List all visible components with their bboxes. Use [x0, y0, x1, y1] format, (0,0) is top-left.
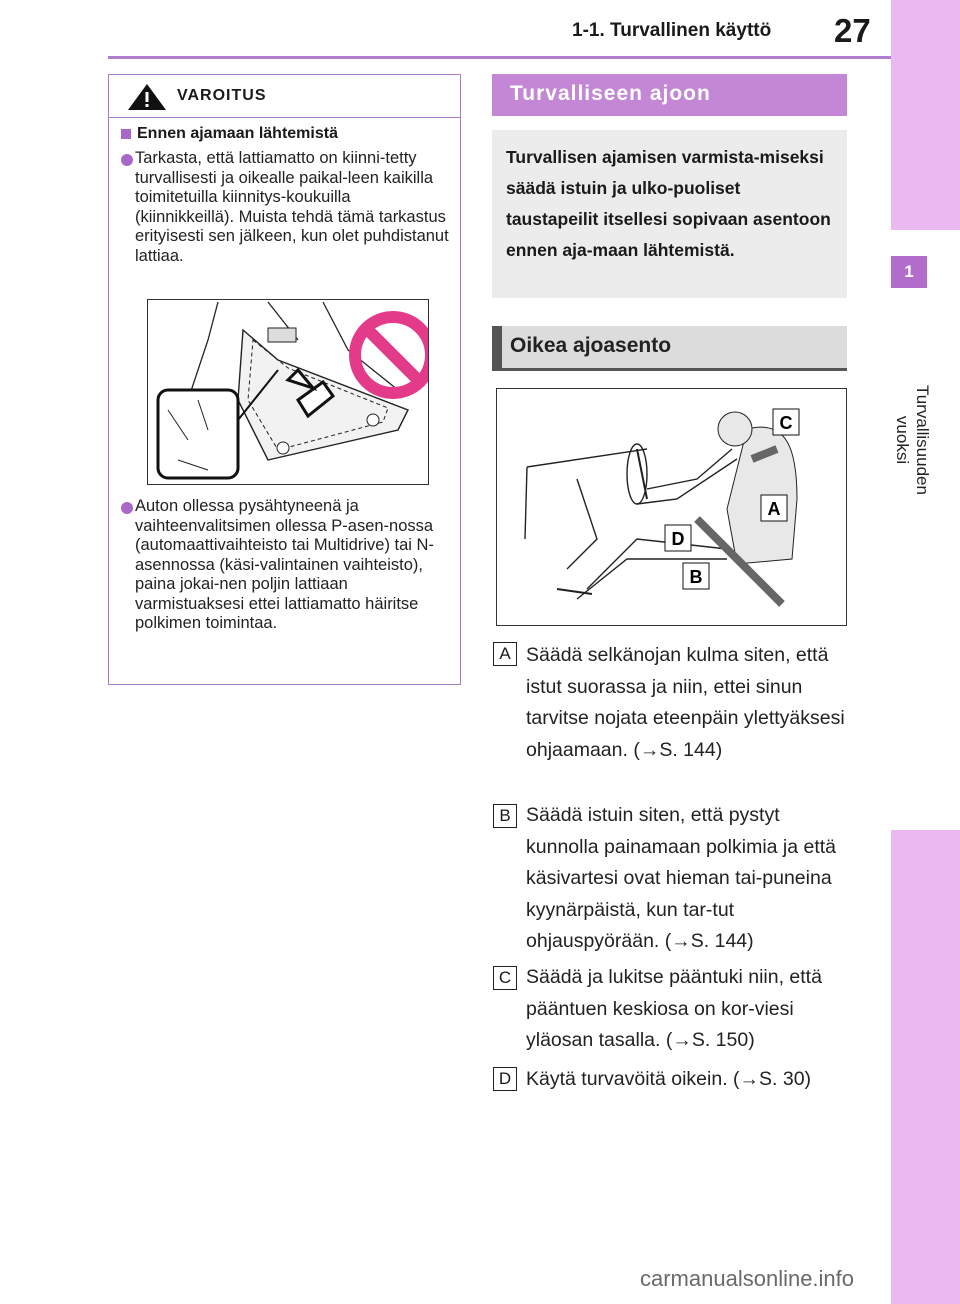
step-text-b: Säädä istuin siten, että pystyt kunnolla painamaan polkimia ja että käsivartesi ovat hieman tai-puneina kyynärpäistä, kun tar-tut ohjauspyörään. (→S. 144) [526, 804, 837, 952]
warning-subheading: Ennen ajamaan lähtemistä [121, 125, 338, 143]
chapter-label: Turvallisuuden vuoksi [893, 385, 932, 495]
header-divider [108, 56, 892, 59]
square-bullet-icon [121, 129, 131, 139]
chapter-number: 1 [891, 256, 927, 288]
step-label-a: A [493, 642, 517, 666]
section-heading-safe-driving: Turvalliseen ajoon [492, 74, 847, 116]
step-label-c: C [493, 966, 517, 990]
bullet-dot-icon [121, 154, 133, 166]
section-heading-driving-position: Oikea ajoasento [492, 326, 847, 371]
floor-mat-illustration [147, 299, 429, 485]
page-number: 27 [834, 12, 871, 49]
driving-position-illustration [496, 388, 847, 626]
warning-triangle-icon [127, 83, 167, 111]
step-text-a: Säädä selkänojan kulma siten, että istut suorassa ja niin, ettei sinun tarvitse nojata eteenpäin ylettyäksesi ohjaamaan. (→S. 144) [526, 644, 845, 761]
figure-label-b: B [689, 567, 703, 587]
figure-label-d: D [671, 529, 685, 549]
warning-title: VAROITUS [177, 87, 267, 104]
warning-box [108, 74, 461, 685]
warning-bullet-2: Auton ollessa pysähtyneenä ja vaihteenvalitsimen ollessa P-asen-nossa (automaattivaihteisto tai Multidrive) tai N-asennossa (käsi-valintainen vaihteisto), paina jokai-nen poljin lattiaan varmistuaksesi ettei lattiamatto häiritse polkimen toimintaa. [135, 497, 434, 632]
intro-text: Turvallisen ajamisen varmista-miseksi säädä istuin ja ulko-puoliset taustapeilit itsellesi sopivaan asentoon ennen aja-maan lähtemistä. [506, 147, 831, 260]
bullet-dot-icon [121, 502, 133, 514]
figure-label-a: A [767, 499, 781, 519]
header-title: 1-1. Turvallinen käyttö [572, 20, 772, 41]
intro-box [492, 130, 847, 298]
step-text-d: Käytä turvavöitä oikein. (→S. 30) [526, 1068, 812, 1090]
warning-bullet-1: Tarkasta, että lattiamatto on kiinni-tetty turvallisesti ja oikealle paikal-leen kaikilla toimitetuilla kiinnitys-koukuilla (kiinnikkeillä). Muista tehdä tämä tarkastus erityisesti sen jälkeen, kun olet puhdistanut lattiaa. [135, 149, 449, 265]
step-text-c: Säädä ja lukitse pääntuki niin, että pääntuen keskiosa on kor-viesi yläosan tasalla. (→S. 150) [526, 966, 822, 1051]
warning-header [109, 75, 460, 118]
watermark: carmanualsonline.info [640, 1266, 855, 1291]
step-label-b: B [493, 804, 517, 828]
chapter-side-tab [891, 0, 960, 1304]
figure-label-c: C [779, 413, 793, 433]
step-label-d: D [493, 1067, 517, 1091]
